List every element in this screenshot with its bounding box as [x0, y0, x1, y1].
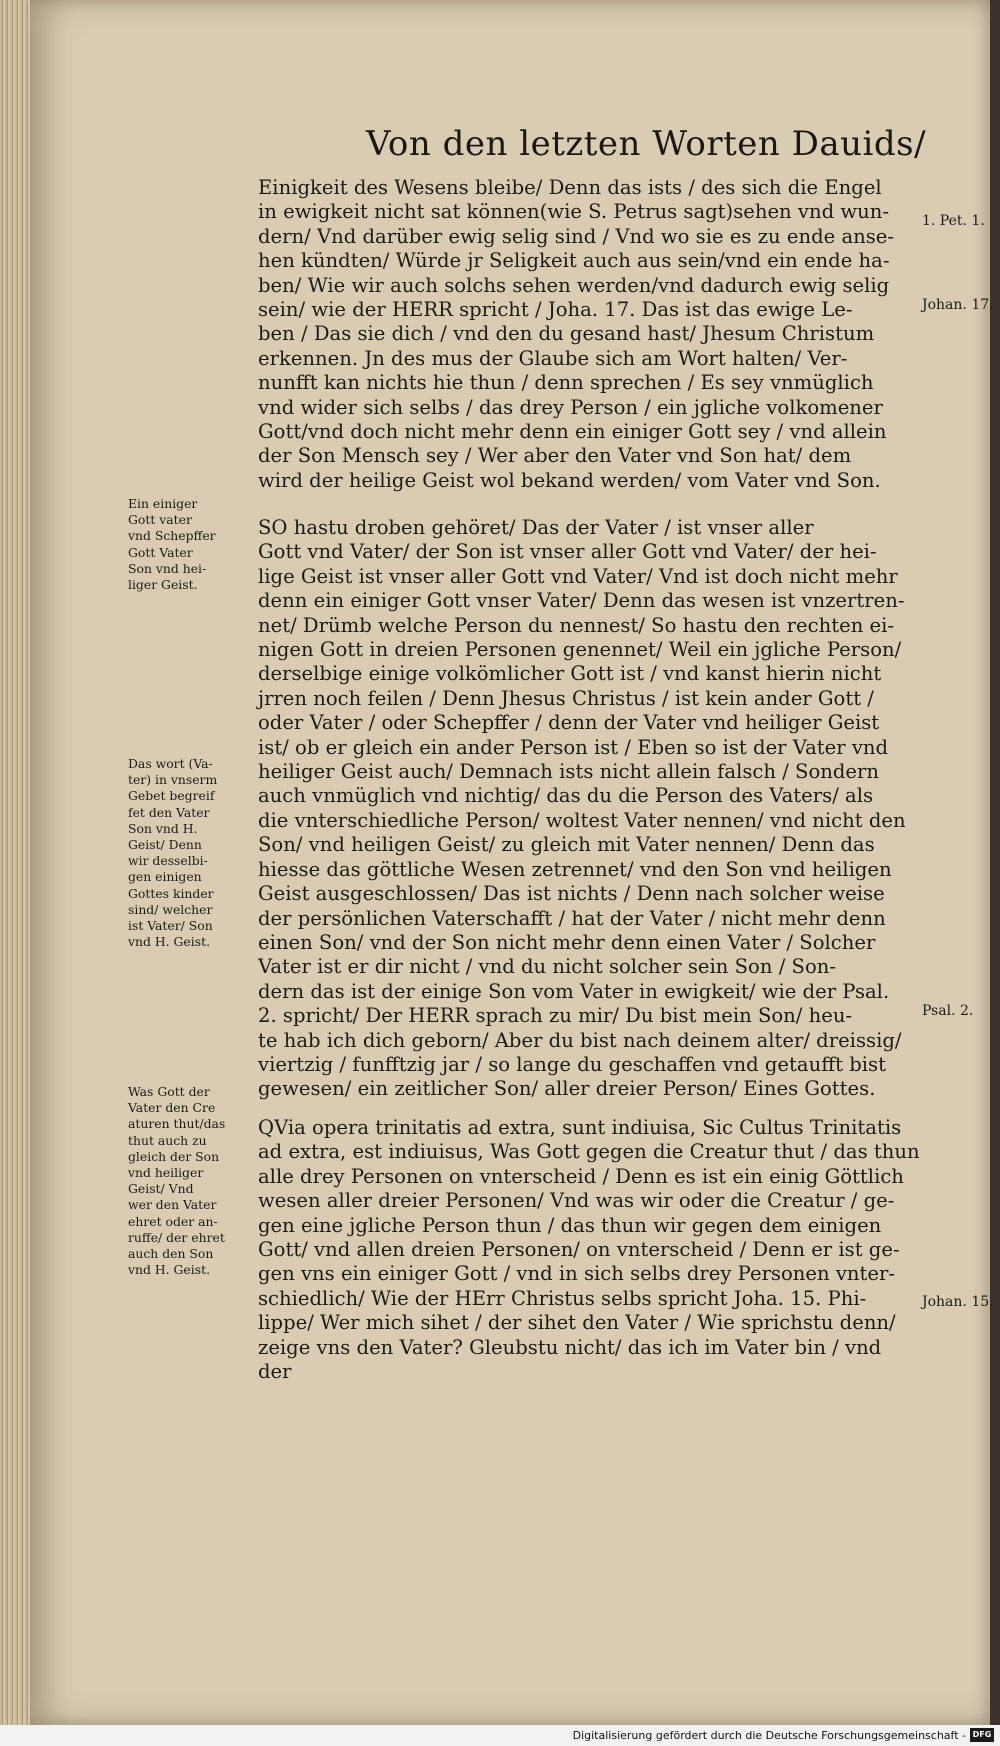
text-line: Vater ist er dir nicht / vnd du nicht solcher sein Son / Son- — [258, 955, 836, 979]
marginal-line: auch den Son — [128, 1246, 214, 1262]
marginal-line: ter) in vnserm — [128, 772, 218, 788]
text-line: einen Son/ vnd der Son nicht mehr denn einen Vater / Solcher — [258, 930, 876, 954]
marginal-line: vnd Schepffer — [128, 528, 216, 544]
text-line: dern das ist der einige Son vom Vater in ewigkeit/ wie der Psal. — [258, 979, 890, 1003]
marginal-line: ruffe/ der ehret — [128, 1229, 225, 1245]
marginal-line: Gebet begreif — [128, 788, 215, 804]
text-line: jrren noch feilen / Denn Jhesus Christus / ist kein ander Gott / — [258, 686, 874, 710]
text-line: ad extra, est indiuisus, Was Gott gegen die Creatur thut / das thun — [258, 1140, 920, 1164]
marginal-line: Was Gott der — [128, 1084, 210, 1099]
marginal-line: sind/ welcher — [128, 901, 213, 917]
marginal-line: vnd heiliger — [128, 1165, 204, 1181]
marginal-line: ehret oder an- — [128, 1213, 218, 1229]
text-line: dern/ Vnd darüber ewig selig sind / Vnd wo sie es zu ende anse- — [258, 224, 895, 248]
marginal-line: vnd H. Geist. — [128, 934, 211, 950]
marginal-note-1 — [128, 496, 248, 593]
text-line: nunfft kan nichts hie thun / denn sprechen / Es sey vnmüglich — [258, 371, 874, 395]
scripture-ref-1: 1. Pet. 1. — [922, 213, 985, 229]
scripture-ref-3: Psal. 2. — [922, 1003, 974, 1019]
text-line: hen kündten/ Würde jr Seligkeit auch aus sein/vnd ein ende ha- — [258, 249, 890, 273]
marginal-line: Gottes kinder — [128, 885, 214, 901]
text-line: denn ein einiger Gott vnser Vater/ Denn das wesen ist vnzertren- — [258, 589, 905, 613]
marginal-line: gen einigen — [128, 869, 202, 885]
text-line: der Son Mensch sey / Wer aber den Vater vnd Son hat/ dem — [258, 444, 852, 468]
text-block-1 — [258, 176, 918, 493]
marginal-line: Son vnd H. — [128, 820, 198, 836]
scripture-ref-4: Johan. 15. — [922, 1294, 994, 1310]
footer-bar — [0, 1725, 1000, 1746]
text-line: 2. spricht/ Der HERR sprach zu mir/ Du bist mein Son/ heu- — [258, 1004, 853, 1028]
text-line: der — [258, 1360, 292, 1384]
text-line: der persönlichen Vaterschafft / hat der Vater / nicht mehr denn — [258, 906, 886, 930]
text-line: auch vnmüglich vnd nichtig/ das du die Person des Vaters/ als — [258, 784, 874, 808]
text-line: hiesse das göttliche Wesen zetrennet/ vnd den Son vnd heiligen — [258, 857, 892, 881]
marginal-line: Das wort (Va- — [128, 756, 213, 771]
text-line: oder Vater / oder Schepffer / denn der Vater vnd heiliger Geist — [258, 711, 880, 735]
marginal-line: Geist/ Vnd — [128, 1181, 194, 1197]
marginal-line: vnd H. Geist. — [128, 1262, 211, 1278]
text-block-3 — [258, 1116, 918, 1384]
text-line: lippe/ Wer mich sihet / der sihet den Vater / Wie sprichstu denn/ — [258, 1311, 896, 1335]
text-block-2 — [258, 516, 918, 1102]
text-line: Gott/vnd doch nicht mehr denn ein einiger Gott sey / vnd allein — [258, 420, 887, 444]
text-line: wesen aller dreier Personen/ Vnd was wir oder die Creatur / ge- — [258, 1189, 895, 1213]
text-line: net/ Drümb welche Person du nennest/ So hastu den rechten ei- — [258, 613, 895, 637]
dfg-logo: DFG — [970, 1728, 994, 1742]
text-line: ben/ Wie wir auch solchs sehen werden/vnd dadurch ewig selig — [258, 273, 890, 297]
marginal-line: Son vnd hei- — [128, 560, 207, 576]
text-line: Gott vnd Vater/ der Son ist vnser aller Gott vnd Vater/ der hei- — [258, 540, 877, 564]
binding-shadow — [990, 0, 1000, 1725]
text-line: gewesen/ ein zeitlicher Son/ aller dreier Person/ Eines Gottes. — [258, 1077, 876, 1101]
text-line: vnd wider sich selbs / das drey Person / ein jgliche volkomener — [258, 395, 883, 419]
marginal-line: ist Vater/ Son — [128, 918, 213, 934]
text-line: ist/ ob er gleich ein ander Person ist / Eben so ist der Vater vnd — [258, 735, 889, 759]
page-stack-edge — [0, 0, 30, 1746]
marginal-line: Gott vater — [128, 512, 192, 528]
text-line: sein/ wie der HERR spricht / Joha. 17. Das ist das ewige Le- — [258, 298, 853, 322]
text-line: zeige vns den Vater? Gleubstu nicht/ das ich im Vater bin / vnd — [258, 1335, 882, 1359]
text-line: te hab ich dich geborn/ Aber du bist nach deinem alter/ dreissig/ — [258, 1028, 902, 1052]
text-line: nigen Gott in dreien Personen genennet/ Weil ein jgliche Person/ — [258, 638, 902, 662]
text-line: Geist ausgeschlossen/ Das ist nichts / Denn nach solcher weise — [258, 882, 885, 906]
text-line: ben / Das sie dich / vnd den du gesand hast/ Jhesum Christum — [258, 322, 875, 346]
marginal-note-2 — [128, 756, 248, 950]
marginal-line: Vater den Cre — [128, 1100, 216, 1116]
text-line: alle drey Personen on vnterscheid / Denn es ist ein einig Göttlich — [258, 1164, 904, 1188]
marginal-line: Ein einiger — [128, 496, 198, 511]
text-line: derselbige einige volkömlicher Gott ist / vnd kanst hierin nicht — [258, 662, 882, 686]
marginal-line: liger Geist. — [128, 577, 198, 593]
text-line: gen eine jgliche Person thun / das thun wir gegen dem einigen — [258, 1213, 882, 1237]
text-line: Son/ vnd heiligen Geist/ zu gleich mit Vater nennen/ Denn das — [258, 833, 875, 857]
marginal-line: Geist/ Denn — [128, 837, 202, 853]
footer-credit: Digitalisierung gefördert durch die Deutsche Forschungsgemeinschaft - — [572, 1729, 966, 1742]
marginal-line: Gott Vater — [128, 544, 193, 560]
text-line: lige Geist ist vnser aller Gott vnd Vater/ Vnd ist doch nicht mehr — [258, 564, 898, 588]
text-line: wird der heilige Geist wol bekand werden/ vom Vater vnd Son. — [258, 468, 881, 492]
marginal-line: wer den Vater — [128, 1197, 217, 1213]
text-line: viertzig / funfftzig jar / so lange du geschaffen vnd getaufft bist — [258, 1052, 886, 1076]
marginal-line: gleich der Son — [128, 1148, 220, 1164]
text-line: gen vns ein einiger Gott / vnd in sich selbs drey Personen vnter- — [258, 1262, 895, 1286]
text-line: die vnterschiedliche Person/ woltest Vater nennen/ vnd nicht den — [258, 808, 906, 832]
marginal-line: wir desselbi- — [128, 853, 208, 869]
scripture-ref-2: Johan. 17. — [922, 297, 994, 313]
marginal-line: thut auch zu — [128, 1132, 207, 1148]
text-line: SO hastu droben gehöret/ Das der Vater / ist vnser aller — [258, 516, 814, 539]
text-line: Einigkeit des Wesens bleibe/ Denn das ists / des sich die Engel — [258, 176, 882, 199]
marginal-line: aturen thut/das — [128, 1116, 226, 1132]
text-line: Gott/ vnd allen dreien Personen/ on vnterscheid / Denn er ist ge- — [258, 1238, 900, 1262]
marginal-line: fet den Vater — [128, 804, 210, 820]
text-line: QVia opera trinitatis ad extra, sunt indiuisa, Sic Cultus Trinitatis — [258, 1116, 902, 1139]
text-line: schiedlich/ Wie der HErr Christus selbs spricht Joha. 15. Phi- — [258, 1286, 867, 1310]
running-title: Von den letzten Worten Dauids/ — [366, 124, 927, 164]
text-line: in ewigkeit nicht sat können(wie S. Petrus sagt)sehen vnd wun- — [258, 200, 889, 224]
text-line: heiliger Geist auch/ Demnach ists nicht allein falsch / Sondern — [258, 760, 880, 784]
marginal-note-3 — [128, 1084, 248, 1278]
text-line: erkennen. Jn des mus der Glaube sich am Wort halten/ Ver- — [258, 346, 848, 370]
